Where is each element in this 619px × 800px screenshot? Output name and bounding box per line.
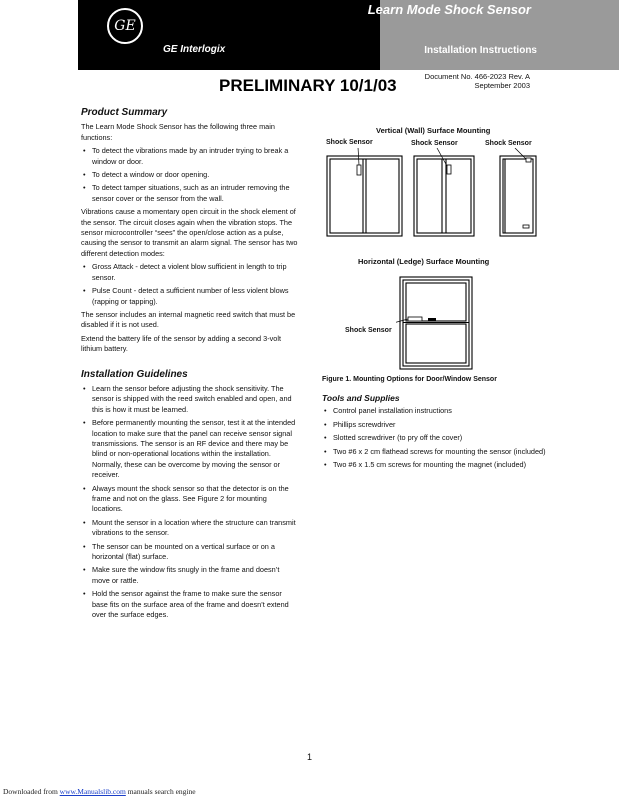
shock-sensor-label: Shock Sensor (345, 327, 392, 334)
document-title: Learn Mode Shock Sensor (367, 2, 531, 17)
list-item: • Hold the sensor against the frame to make sure the sensor base fits on the surface area of the frame and doesn’t extend over the surface edges. (81, 589, 299, 620)
summary-intro: The Learn Mode Shock Sensor has the following three main functions: (81, 122, 275, 142)
window-frame-inner (417, 159, 471, 233)
horizontal-mounting-diagram (396, 275, 476, 371)
shock-sensor-icon (408, 317, 422, 321)
horizontal-mounting-title: Horizontal (Ledge) Surface Mounting (358, 257, 490, 266)
list-item: • Learn the sensor before adjusting the shock sensitivity. The sensor is shipped with the reed switch enabled and open, and this is how it must be learned. (81, 384, 299, 415)
figure-caption: Figure 1. Mounting Options for Door/Window Sensor (322, 376, 497, 383)
lower-sash (406, 324, 466, 363)
download-footer (3, 787, 196, 796)
page-number: 1 (307, 752, 313, 762)
doc-number-line: Document No. 466-2023 Rev. A (424, 72, 530, 81)
list-item: • Mount the sensor in a location where the structure can transmit vibrations to the sensor. (81, 518, 299, 539)
brand-name: GE Interlogix (163, 44, 226, 55)
vertical-mounting-diagram (320, 148, 545, 240)
product-summary-heading: Product Summary (81, 107, 168, 118)
shock-sensor-icon (447, 165, 451, 174)
left-column (81, 108, 299, 623)
list-item: • Pulse Count - detect a sufficient number of less violent blows (rapping or tapping). (81, 286, 299, 307)
summary-paragraph: Vibrations cause a momentary open circuit in the shock element of the sensor. The circuit closes again when the vibration stops. The sensor microcontroller “sees” the open/close action as a pulse, causing the sensor to transmit an alarm signal. The sensor has two different detection modes: (81, 207, 298, 258)
document-header (0, 0, 619, 70)
vertical-mounting-title: Vertical (Wall) Surface Mounting (376, 126, 491, 135)
list-item: • Always mount the shock sensor so that the detector is on the frame and not on the glass. See Figure 2 for mounting locations. (81, 484, 299, 515)
modes-list (81, 262, 299, 307)
functions-list (81, 146, 299, 204)
window-frame-inner (503, 159, 533, 233)
doc-date-line: September 2003 (474, 81, 530, 90)
tools-list (322, 406, 547, 470)
window-frame (414, 156, 474, 236)
list-item: • Two #6 x 1.5 cm screws for mounting the magnet (included) (322, 460, 547, 470)
tools-heading: Tools and Supplies (322, 393, 400, 403)
list-item: • Phillips screwdriver (322, 420, 547, 430)
document-number (400, 72, 530, 90)
window-frame (327, 156, 402, 236)
list-item: • To detect tamper situations, such as an intruder removing the sensor cover or the sensor from the wall. (81, 183, 299, 204)
guidelines-list (81, 384, 299, 621)
preliminary-heading: PRELIMINARY 10/1/03 (219, 76, 397, 95)
window-frame-inner (330, 159, 399, 233)
shock-sensor-icon (526, 158, 531, 162)
list-item: • Slotted screwdriver (to pry off the cover) (322, 433, 547, 443)
shock-sensor-label: Shock Sensor (485, 140, 532, 147)
upper-sash (406, 283, 466, 321)
footer-suffix: manuals search engine (125, 787, 196, 796)
shock-sensor-label: Shock Sensor (411, 140, 458, 147)
magnet-icon (523, 225, 529, 228)
ge-logo-icon: GE (107, 8, 143, 44)
list-item: • Before permanently mounting the sensor, test it at the intended location to make sure that the panel can receive sensor signal transmissions. The sensor is an RF device and there may be blind or non-operational locations within the installation. Normally, these can be overcome by moving the sensor or receiver. (81, 418, 299, 480)
shock-sensor-icon (357, 165, 361, 175)
document-subtitle: Installation Instructions (424, 45, 537, 56)
list-item: • Gross Attack - detect a violent blow sufficient in length to trip sensor. (81, 262, 299, 283)
manualslib-link[interactable]: www.Manualslib.com (59, 787, 126, 796)
installation-guidelines-heading: Installation Guidelines (81, 368, 188, 380)
leader-line (515, 148, 526, 159)
list-item: • Make sure the window fits snugly in the frame and doesn’t move or rattle. (81, 565, 299, 586)
summary-paragraph: Extend the battery life of the sensor by adding a second 3-volt lithium battery. (81, 333, 281, 354)
list-item: • To detect the vibrations made by an intruder trying to break a window or door. (81, 146, 299, 167)
footer-prefix: Downloaded from (3, 787, 60, 796)
magnet-icon (428, 318, 436, 321)
list-item: • To detect a window or door opening. (81, 170, 299, 180)
summary-paragraph: The sensor includes an internal magnetic reed switch that must be disabled if it is not used. (81, 309, 296, 330)
tools-section (322, 393, 547, 473)
list-item: • The sensor can be mounted on a vertical surface or on a horizontal (flat) surface. (81, 542, 299, 563)
list-item: • Control panel installation instructions (322, 406, 547, 416)
list-item: • Two #6 x 2 cm flathead screws for mounting the sensor (included) (322, 447, 547, 457)
shock-sensor-label: Shock Sensor (326, 139, 373, 146)
